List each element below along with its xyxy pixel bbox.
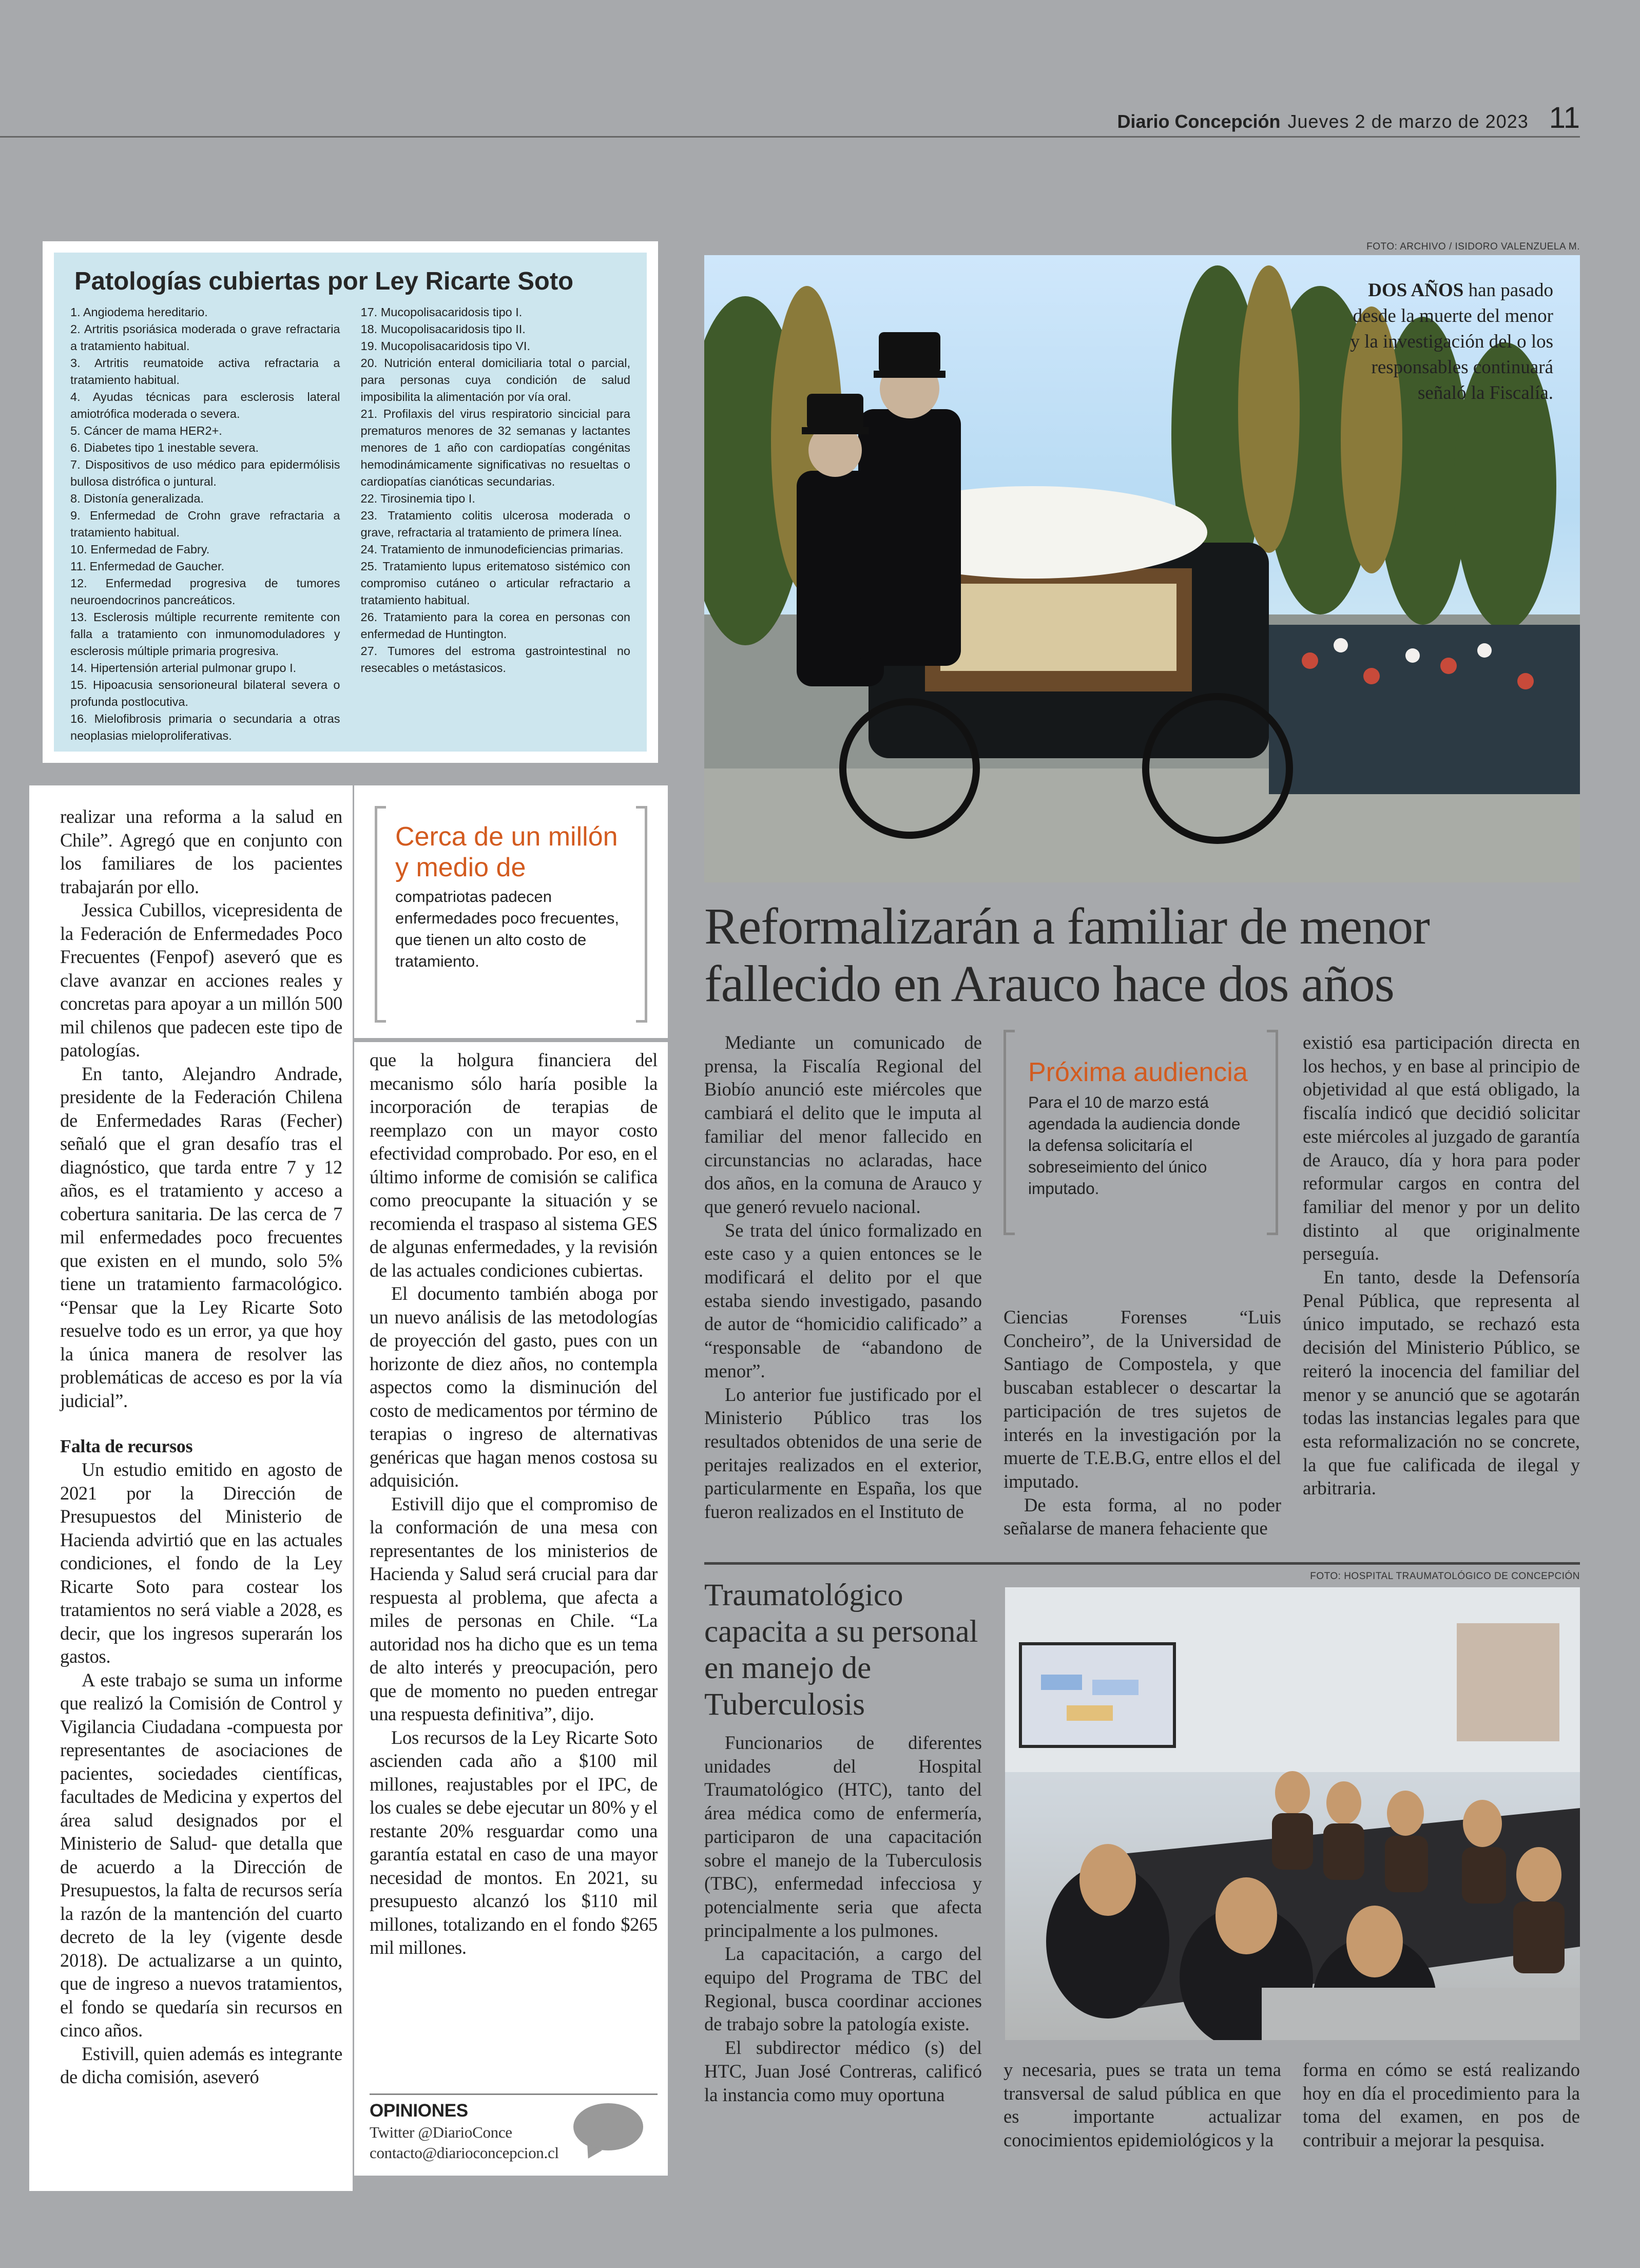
list-item: 4. Ayudas técnicas para esclerosis lateral amiotrófica moderada o severa. (70, 390, 340, 420)
list-item: 18. Mucopolisacaridosis tipo II. (360, 322, 526, 336)
paragraph: Se trata del único formalizado en este caso y a quien entonces se le modificará el delito por el que estaba siendo investigado, pasando de autor de “homicidio calificado” a “responsable de “abandono de menor”. (704, 1219, 982, 1381)
subhead-falta-recursos: Falta de recursos (60, 1436, 193, 1456)
proxima-audiencia-box (1004, 1030, 1278, 1235)
page-header (1117, 101, 1580, 137)
list-item: 26. Tratamiento para la corea en personas con enfermedad de Huntington. (360, 610, 630, 641)
paragraph: El subdirector médico (s) del HTC, Juan José Contreras, calificó la instancia como muy oportuna (704, 2037, 982, 2105)
arauco-headline: Reformalizarán a familiar de menor fallecido en Arauco hace dos años (704, 897, 1430, 1012)
list-item: 13. Esclerosis múltiple recurrente remitente con falla a tratamiento con inmunomoduladores y esclerosis múltiple primaria progresiva. (70, 610, 340, 658)
paragraph: En tanto, desde la Defensoría Penal Pública, que representa al único imputado, se rechazó esta decisión del Ministerio Público, se reiteró la inocencia del familiar del menor y se anunció que se agotarán todas las instancias legales para que esta reformalización no se concrete, la que fue calificada de ilegal y arbitraria. (1303, 1266, 1580, 1499)
list-item: 11. Enfermedad de Gaucher. (70, 560, 225, 573)
patologias-box (43, 241, 658, 763)
paragraph: Estivill, quien además es integrante de dicha comisión, aseveró (60, 2043, 342, 2087)
photo-credit-tbc: FOTO: HOSPITAL TRAUMATOLÓGICO DE CONCEPCIÓN (1310, 1571, 1580, 1582)
patologias-title: Patologías cubiertas por Ley Ricarte Soto (74, 267, 574, 295)
list-item: 6. Diabetes tipo 1 inestable severa. (70, 441, 259, 454)
training-photo (1005, 1587, 1580, 2040)
list-item: 27. Tumores del estroma gastrointestinal no resecables o metástasicos. (360, 644, 630, 675)
list-item: 10. Enfermedad de Fabry. (70, 543, 210, 556)
list-item: 19. Mucopolisacaridosis tipo VI. (360, 339, 530, 353)
paragraph: Los recursos de la Ley Ricarte Soto ascienden cada año a $100 mil millones, reajustables por el IPC, de los cuales se debe ejecutar un 80% y el restante 20% resguardar como una garantía estatal en caso de una mayor necesidad de montos. En 2021, su presupuesto alcanzó los $110 mil millones, totalizando en el fondo $265 mil millones. (370, 1726, 658, 1958)
paragraph: El documento también aboga por un nuevo análisis de las metodologías de proyección del gasto, pues con un horizonte de diez años, no contempla aspectos como la disminución del costo de medicamentos por término de terapias o ingreso de alternativas genéricas que hagan menos costosa su adquisición. (370, 1283, 658, 1491)
paragraph: La capacitación, a cargo del equipo del Programa de TBC del Regional, busca coordinar acciones de trabajo sobre la patología existe. (704, 1943, 982, 2035)
list-item: 17. Mucopolisacaridosis tipo I. (360, 305, 523, 319)
caption-text: han pasado desde la muerte del menor y la investigación del o los responsables continuará señaló la Fiscalía. (1350, 280, 1553, 403)
paragraph: existió esa participación directa en los hechos, y en base al principio de objetividad al que está obligado, la fiscalía indicó que decidió solicitar este miércoles al juzgado de garantía de Arauco, día y hora para poder reformular cargos en contra del familiar del menor y por un delito distinto al que originalmente perseguía. (1303, 1032, 1580, 1264)
proxima-audiencia-head: Próxima audiencia (1028, 1058, 1248, 1087)
opiniones-title: OPINIONES (370, 2100, 468, 2121)
paragraph: realizar una reforma a la salud en Chile”. Agregó que en conjunto con los familiares de los pacientes trabajarán por ello. (60, 806, 342, 897)
photo-credit-arauco: FOTO: ARCHIVO / ISIDORO VALENZUELA M. (1366, 241, 1580, 252)
article-separator (704, 1562, 1580, 1565)
patologias-list-left (70, 304, 340, 744)
paragraph: Lo anterior fue justificado por el Ministerio Público tras los resultados obtenidos de una serie de peritajes realizados en el exterior, particularmente en España, los que fueron realizados en el Instituto de (704, 1383, 982, 1523)
opiniones-twitter[interactable]: Twitter @DiarioConce (370, 2123, 512, 2141)
tbc-col2 (1004, 2058, 1281, 2152)
paragraph: Ciencias Forenses “Luis Concheiro”, de la Universidad de Santiago de Compostela, y que buscaban establecer o descartar la participación de tres sujetos de interés en la investigación por la muerte de T.E.B.G, entre ellos el del imputado. (1004, 1306, 1281, 1492)
pull-quote-head: Cerca de un millón y medio de (395, 822, 618, 882)
photo-caption-arauco (1346, 278, 1553, 406)
list-item: 16. Mielofibrosis primaria o secundaria a otras neoplasias mieloproliferativas. (70, 712, 340, 742)
list-item: 14. Hipertensión arterial pulmonar grupo I. (70, 661, 297, 675)
patologias-list-right (361, 304, 631, 744)
page-number: 11 (1549, 101, 1580, 134)
list-item: 9. Enfermedad de Crohn grave refractaria a tratamiento habitual. (70, 509, 340, 539)
opiniones-box (370, 2093, 658, 2164)
paragraph: que la holgura financiera del mecanismo sólo haría posible la incorporación de terapias de reemplazo con un mayor costo efectividad comprobado. Por eso, en el último informe de comisión se califica como preocupante la situación y se recomienda el traspaso al sistema GES de algunas enfermedades, y la revisión de las actuales condiciones cubiertas. (370, 1049, 658, 1281)
paragraph: A este trabajo se suma un informe que realizó la Comisión de Control y Vigilancia Ciudadana -compuesta por representantes de asociaciones de pacientes, sociedades científicas, facultades de Medicina y expertos del área salud designados por el Ministerio de Salud- que detalla que de acuerdo a la Dirección de Presupuestos, la falta de recursos sería la razón de la mantención del cuarto decreto de la ley (vigente desde 2018). De actualizarse a un quinto, que de ingreso a nuevos tratamientos, el fondo se quedaría sin recursos en cinco años. (60, 1669, 342, 2041)
hearse-photo (704, 255, 1580, 882)
list-item: 21. Profilaxis del virus respiratorio sincicial para prematuros menores de 32 semanas y lactantes menores de 1 año con cardiopatías congénitas hemodinámicamente significativas no resueltas o cardiopatías cianóticas secundarias. (360, 407, 630, 488)
paragraph: En tanto, Alejandro Andrade, presidente de la Federación Chilena de Enfermedades Raras (Fecher) señaló que el gran desafío tras el diagnóstico, que tarda entre 7 y 12 años, es el tratamiento y acceso a cobertura sanitaria. De las cerca de 7 mil enfermedades poco frecuentes que existen en el mundo, solo 5% tiene un tratamiento farmacológico. “Pensar que la Ley Ricarte Soto resuelve todo es un error, ya que hoy la única manera de resolver las problemáticas de acceso es por la vía judicial”. (60, 1063, 342, 1411)
tbc-headline: Traumatológico capacita a su personal en manejo de Tuberculosis (704, 1578, 978, 1722)
list-item: 23. Tratamiento colitis ulcerosa moderada o grave, refractaria al tratamiento de primera línea. (360, 509, 630, 539)
list-item: 1. Angiodema hereditario. (70, 305, 208, 319)
paragraph: y necesaria, pues se trata un tema transversal de salud pública en que es importante actualizar conocimientos epidemiológicos y la (1004, 2059, 1281, 2151)
ricarte-article-col2 (354, 1042, 668, 2176)
tbc-col1 (704, 1731, 982, 2106)
arauco-col1 (704, 1031, 982, 1524)
speech-bubble-icon (573, 2103, 643, 2150)
paragraph: Funcionarios de diferentes unidades del Hospital Traumatológico (HTC), tanto del área médica como de enfermería, participaron de una capacitación sobre el manejo de la Tuberculosis (TBC), enfermedad infecciosa y potencialmente seria que afecta principalmente a los pulmones. (704, 1732, 982, 1941)
arauco-col2 (1004, 1305, 1281, 1540)
paragraph: Un estudio emitido en agosto de 2021 por la Dirección de Presupuestos del Ministerio de Hacienda advirtió que en las actuales condiciones, el fondo de la Ley Ricarte Soto para costear los tratamientos no será viable a 2028, es decir, que los ingresos superarán los gastos. (60, 1459, 342, 1667)
paragraph: forma en cómo se está realizando hoy en día el procedimiento para la toma del examen, en pos de contribuir a mejorar la pesquisa. (1303, 2059, 1580, 2151)
pull-quote-text: compatriotas padecen enfermedades poco frecuentes, que tienen un alto costo de tratamiento. (395, 888, 619, 970)
training-photo-illustration (1005, 1587, 1580, 2040)
paragraph: Mediante un comunicado de prensa, la Fiscalía Regional del Biobío anunció este miércoles que cambiará el delito que le imputa al familiar del menor fallecido en circunstancias no aclaradas, hace dos años, en la comuna de Arauco y que generó revuelo nacional. (704, 1032, 982, 1217)
issue-date: Jueves 2 de marzo de 2023 (1287, 111, 1529, 132)
list-item: 3. Artritis reumatoide activa refractaria a tratamiento habitual. (70, 356, 340, 387)
list-item: 5. Cáncer de mama HER2+. (70, 424, 222, 437)
ricarte-article-col1 (29, 785, 353, 2191)
opiniones-email[interactable]: contacto@diarioconcepcion.cl (370, 2144, 559, 2162)
proxima-audiencia-text: Para el 10 de marzo está agendada la audiencia donde la defensa solicitaría el sobreseimiento del único imputado. (1028, 1093, 1241, 1198)
header-rule (0, 136, 1580, 138)
list-item: 2. Artritis psoriásica moderada o grave refractaria a tratamiento habitual. (70, 322, 340, 353)
caption-lead: DOS AÑOS (1368, 280, 1464, 301)
list-item: 25. Tratamiento lupus eritematoso sistémico con compromiso cutáneo o articular refractario a tratamiento habitual. (360, 560, 630, 607)
list-item: 22. Tirosinemia tipo I. (360, 492, 475, 505)
list-item: 20. Nutrición enteral domiciliaria total o parcial, para personas cuya condición de salud imposibilita la alimentación por vía oral. (360, 356, 630, 403)
list-item: 15. Hipoacusia sensorioneural bilateral severa o profunda postlocutiva. (70, 678, 340, 708)
list-item: 24. Tratamiento de inmunodeficiencias primarias. (360, 543, 624, 556)
list-item: 8. Distonía generalizada. (70, 492, 204, 505)
arauco-col3 (1303, 1031, 1580, 1500)
list-item: 7. Dispositivos de uso médico para epidermólisis bullosa distrófica o juntural. (70, 458, 340, 488)
tbc-col3 (1303, 2058, 1580, 2152)
pull-quote (354, 785, 668, 1038)
paragraph: Jessica Cubillos, vicepresidenta de la Federación de Enfermedades Poco Frecuentes (Fenpof) aseveró que es clave avanzar en acciones reales y concretas para apoyar a un millón 500 mil chilenos que padecen este tipo de patologías. (60, 899, 342, 1061)
list-item: 12. Enfermedad progresiva de tumores neuroendocrinos pancreáticos. (70, 576, 340, 607)
paragraph: Estivill dijo que el compromiso de la conformación de una mesa con representantes de los ministerios de Hacienda y Salud será crucial para dar respuesta al problema, que afecta a miles de personas en Chile. “La autoridad nos ha dicho que es un tema de alto interés y preocupación, pero que de momento no pueden entregar una respuesta definitiva”, dijo. (370, 1493, 658, 1724)
publication-name: Diario Concepción (1117, 111, 1281, 132)
paragraph: De esta forma, al no poder señalarse de manera fehaciente que (1004, 1494, 1281, 1539)
